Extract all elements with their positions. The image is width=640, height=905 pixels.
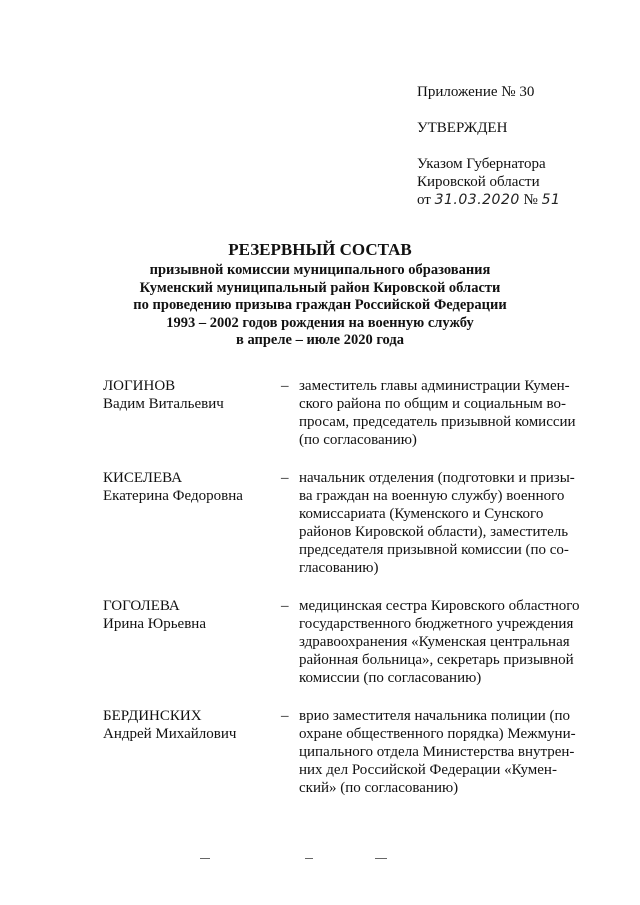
role-line: ва граждан на военную службу) военного (299, 488, 565, 504)
date-prefix: от (417, 192, 431, 208)
approval-block (417, 83, 627, 209)
role-line: здравоохранения «Куменская центральная (299, 634, 570, 650)
title-line: по проведению призыва граждан Российской Федерации (133, 297, 507, 313)
document-title (60, 240, 580, 350)
role-line: ский» (по согласованию) (299, 780, 459, 796)
member-surname: ЛОГИНОВ (103, 378, 176, 394)
role-line: районная больница», секретарь призывной (299, 652, 574, 668)
member-dash: – (281, 378, 289, 394)
member-entry (103, 469, 603, 577)
decree-line-2: Кировской области (417, 174, 540, 190)
role-line: медицинская сестра Кировского областного (299, 598, 580, 614)
member-given-names: Андрей Михайлович (103, 726, 237, 742)
role-line: государственного бюджетного учреждения (299, 616, 574, 632)
number-prefix: № (523, 192, 538, 208)
role-line: гласованию) (299, 560, 379, 576)
member-entry (103, 377, 603, 449)
title-main: РЕЗЕРВНЫЙ СОСТАВ (228, 240, 412, 259)
member-name (103, 597, 281, 687)
approved-label: УТВЕРЖДЕН (417, 120, 508, 136)
member-given-names: Вадим Витальевич (103, 396, 224, 412)
title-line: Куменский муниципальный район Кировской области (139, 279, 501, 296)
appendix-label: Приложение № 30 (417, 84, 535, 100)
member-name (103, 469, 281, 577)
role-line: заместитель главы администрации Кумен- (299, 378, 570, 394)
role-line: председателя призывной комиссии (по со- (299, 542, 569, 558)
member-role (299, 597, 592, 687)
member-entry (103, 707, 603, 797)
title-line: в апреле – июле 2020 года (236, 332, 404, 348)
member-role (299, 469, 592, 577)
role-line: охране общественного порядка) Межмуни- (299, 726, 576, 742)
decree-line-1: Указом Губернатора (417, 156, 546, 172)
role-line: (по согласованию) (299, 432, 417, 448)
scan-specks (200, 858, 460, 864)
handwritten-number: 51 (541, 192, 561, 208)
scan-speck (305, 858, 313, 859)
scan-speck (375, 858, 387, 859)
decree-date-line (417, 191, 627, 209)
scan-speck (200, 858, 210, 859)
handwritten-date: 31.03.2020 (434, 192, 520, 208)
member-entry (103, 597, 603, 687)
role-line: ского района по общим и социальным во- (299, 396, 566, 412)
member-name (103, 707, 281, 797)
member-surname: БЕРДИНСКИХ (103, 708, 202, 724)
role-line: комиссии (по согласованию) (299, 670, 482, 686)
member-given-names: Ирина Юрьевна (103, 616, 206, 632)
member-given-names: Екатерина Федоровна (103, 488, 243, 504)
role-line: них дел Российской Федерации «Кумен- (299, 762, 557, 778)
role-line: ципального отдела Министерства внутрен- (299, 744, 575, 760)
member-role (299, 707, 592, 797)
role-line: районов Кировской области), заместитель (299, 524, 569, 540)
role-line: комиссариата (Куменского и Сунского (299, 506, 544, 522)
member-name (103, 377, 281, 449)
role-line: просам, председатель призывной комиссии (299, 414, 576, 430)
role-line: начальник отделения (подготовки и призы- (299, 470, 575, 486)
member-role (299, 377, 592, 449)
member-surname: ГОГОЛЕВА (103, 598, 180, 614)
member-dash: – (281, 470, 289, 486)
member-dash: – (281, 708, 289, 724)
role-line: врио заместителя начальника полиции (по (299, 708, 571, 724)
members-list (103, 377, 603, 817)
title-line: 1993 – 2002 годов рождения на военную службу (166, 314, 474, 331)
member-surname: КИСЕЛЕВА (103, 470, 183, 486)
member-dash: – (281, 598, 289, 614)
title-line: призывной комиссии муниципального образования (149, 262, 491, 278)
